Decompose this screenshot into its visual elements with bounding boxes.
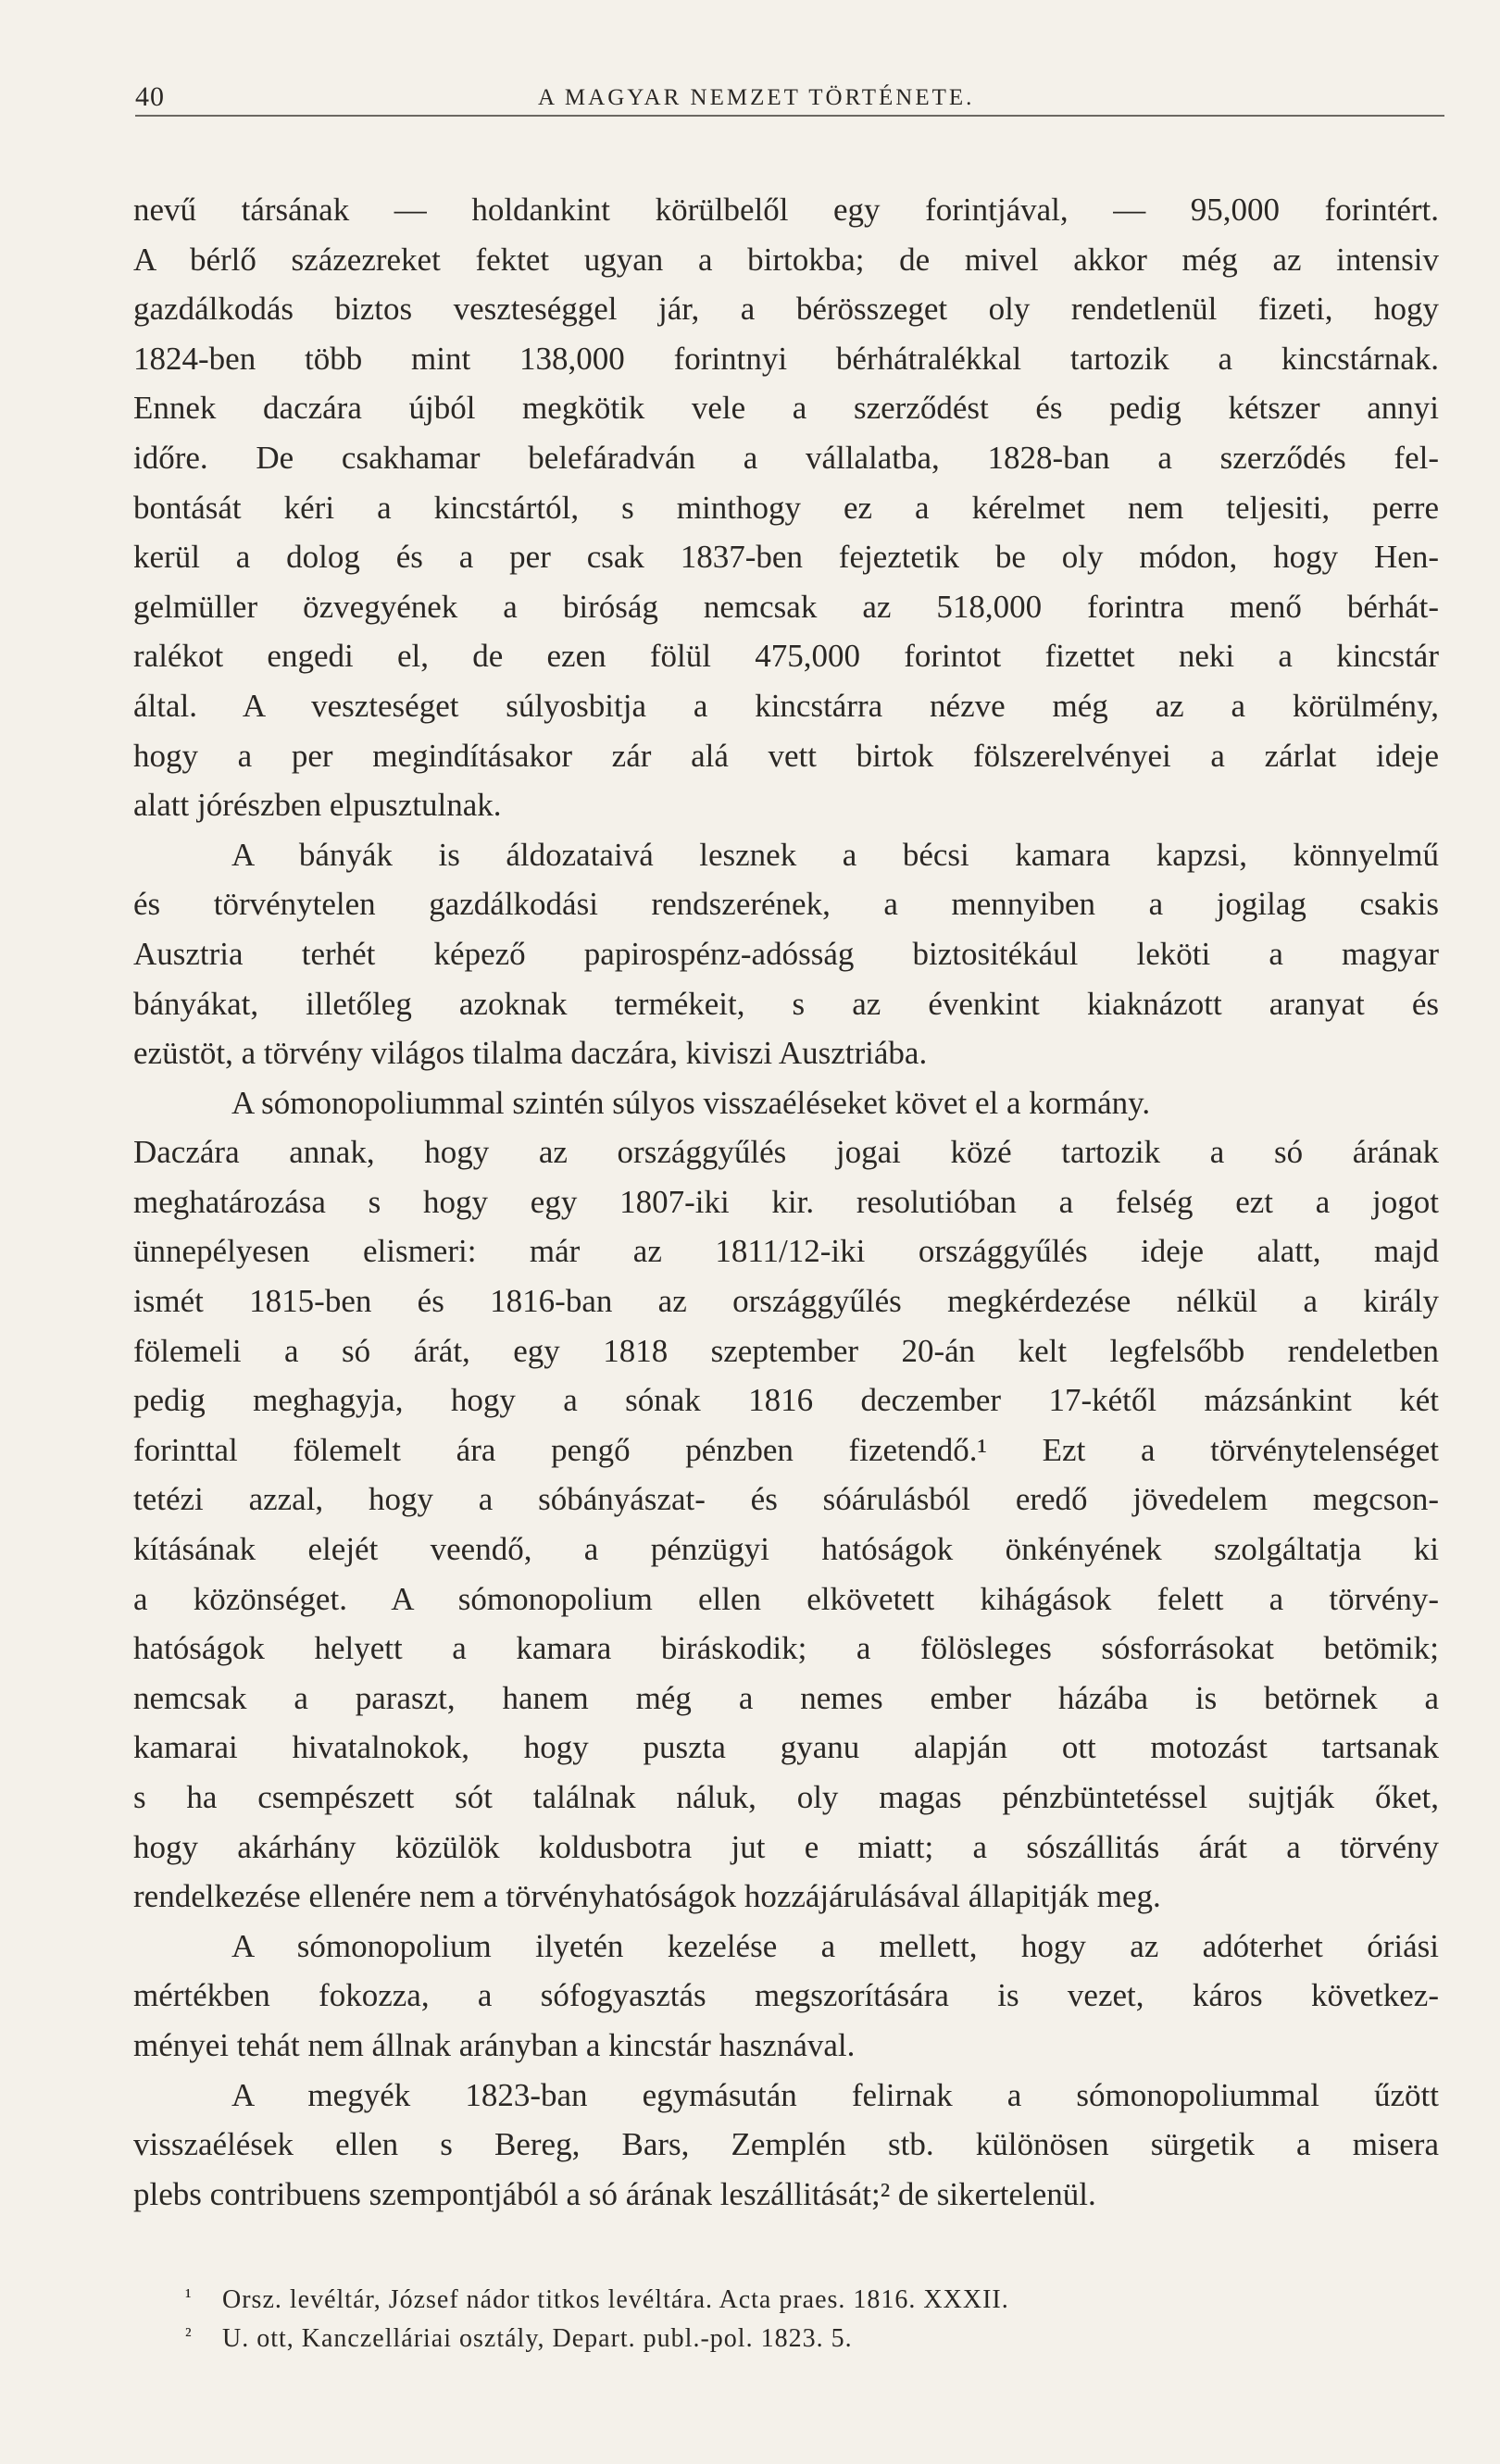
text-line: gelmüller özvegyének a biróság nemcsak az 518,000 forintra menő bérhát- <box>133 588 1439 625</box>
text-line: forinttal fölemelt ára pengő pénzben fizetendő.¹ Ezt a törvénytelenséget <box>133 1431 1439 1468</box>
text-line: Ennek daczára újból megkötik vele a szerződést és pedig kétszer annyi <box>133 390 1439 427</box>
text-line: kamarai hivatalnokok, hogy puszta gyanu alapján ott motozást tartsanak <box>133 1729 1439 1766</box>
text-line: mértékben fokozza, a sófogyasztás megszorítására is vezet, káros következ- <box>133 1977 1439 2014</box>
text-line: hatóságok helyett a kamara biráskodik; a fölösleges sósforrásokat betömik; <box>133 1630 1439 1667</box>
text-line: ismét 1815-ben és 1816-ban az országgyűlés megkérdezése nélkül a király <box>133 1283 1439 1320</box>
text-line: s ha csempészett sót találnak náluk, oly magas pénzbüntetéssel sujtják őket, <box>133 1779 1439 1815</box>
page-header <box>135 81 1444 117</box>
text-line: ünnepélyesen elismeri: már az 1811/12-iki országgyűlés ideje alatt, majd <box>133 1233 1439 1270</box>
text-line: bontását kéri a kincstártól, s minthogy ez a kérelmet nem teljesiti, perre <box>133 489 1439 526</box>
paragraph-start-line: A bányák is áldozataivá lesznek a bécsi kamara kapzsi, könnyelmű <box>231 836 1439 873</box>
running-title: A MAGYAR NEMZET TÖRTÉNETE. <box>538 85 975 110</box>
text-line: plebs contribuens szempontjából a só árának leszállitását;² de sikertelenül. <box>133 2175 1096 2212</box>
paragraph-start-line: A megyék 1823-ban egymásután felirnak a sómonopoliummal űzött <box>231 2076 1439 2113</box>
text-line: kerül a dolog és a per csak 1837-ben fejeztetik be oly módon, hogy Hen- <box>133 539 1439 576</box>
text-line: Ausztria terhét képező papirospénz-adósság biztositékául leköti a magyar <box>133 935 1439 972</box>
footnote <box>185 2316 1389 2355</box>
text-line: gazdálkodás biztos veszteséggel jár, a bérösszeget oly rendetlenül fizeti, hogy <box>133 291 1439 328</box>
text-line: tetézi azzal, hogy a sóbányászat- és sóárulásból eredő jövedelem megcson- <box>133 1481 1439 1518</box>
text-line: ralékot engedi el, de ezen fölül 475,000 forintot fizettet neki a kincstár <box>133 638 1439 675</box>
text-line: bányákat, illetőleg azoknak termékeit, s az évenkint kiaknázott aranyat és <box>133 985 1439 1022</box>
footnote-mark: ¹ <box>185 2284 193 2308</box>
text-line: hogy a per megindításakor zár alá vett birtok fölszerelvényei a zárlat ideje <box>133 737 1439 774</box>
text-line: meghatározása s hogy egy 1807-iki kir. resolutióban a felség ezt a jogot <box>133 1183 1439 1220</box>
text-line: ményei tehát nem állnak arányban a kincstár hasznával. <box>133 2026 856 2063</box>
text-line: nevű társának — holdankint körülbelől egy forintjával, — 95,000 forintért. <box>133 192 1439 228</box>
footnote-mark: ² <box>185 2323 193 2346</box>
text-line: rendelkezése ellenére nem a törvényhatóságok hozzájárulásával állapitják meg. <box>133 1878 1161 1915</box>
text-line: Daczára annak, hogy az országgyűlés jogai közé tartozik a só árának <box>133 1134 1439 1171</box>
paragraph-start-line: A sómonopoliummal szintén súlyos visszaéléseket követ el a kormány. <box>231 1084 1151 1121</box>
text-line: kításának elejét veendő, a pénzügyi hatóságok önkényének szolgáltatja ki <box>133 1531 1439 1568</box>
text-line: időre. De csakhamar belefáradván a vállalatba, 1828-ban a szerződés fel- <box>133 439 1439 476</box>
body-text <box>133 185 1439 2219</box>
text-line: és törvénytelen gazdálkodási rendszerének, a mennyiben a jogilag csakis <box>133 886 1439 923</box>
text-line: visszaélések ellen s Bereg, Bars, Zemplén stb. különösen sürgetik a misera <box>133 2126 1439 2163</box>
text-line: ezüstöt, a törvény világos tilalma daczára, kiviszi Ausztriába. <box>133 1035 928 1072</box>
text-line: pedig meghagyja, hogy a sónak 1816 deczember 17-kétől mázsánkint két <box>133 1382 1439 1419</box>
footnote <box>185 2277 1389 2316</box>
footnote-text: U. ott, Kanczelláriai osztály, Depart. publ.-pol. 1823. 5. <box>222 2324 853 2353</box>
text-line: hogy akárhány közülök koldusbotra jut e miatt; a sószállitás árát a törvény <box>133 1828 1439 1865</box>
footnote-text: Orsz. levéltár, József nádor titkos levéltára. Acta praes. 1816. XXXII. <box>222 2285 1009 2314</box>
page-number: 40 <box>135 81 165 112</box>
text-line: 1824-ben több mint 138,000 forintnyi bérhátralékkal tartozik a kincstárnak. <box>133 340 1439 377</box>
footnotes <box>185 2277 1389 2355</box>
paragraph-start-line: A sómonopolium ilyetén kezelése a mellett, hogy az adóterhet óriási <box>231 1927 1439 1964</box>
text-line: a közönséget. A sómonopolium ellen elkövetett kihágások felett a törvény- <box>133 1580 1439 1617</box>
text-line: fölemeli a só árát, egy 1818 szeptember 20-án kelt legfelsőbb rendeletben <box>133 1332 1439 1369</box>
text-line: alatt jórészben elpusztulnak. <box>133 787 502 824</box>
text-line: A bérlő százezreket fektet ugyan a birtokba; de mivel akkor még az intensiv <box>133 241 1439 278</box>
text-line: nemcsak a paraszt, hanem még a nemes ember házába is betörnek a <box>133 1679 1439 1716</box>
text-line: által. A veszteséget súlyosbitja a kincstárra nézve még az a körülmény, <box>133 687 1439 724</box>
